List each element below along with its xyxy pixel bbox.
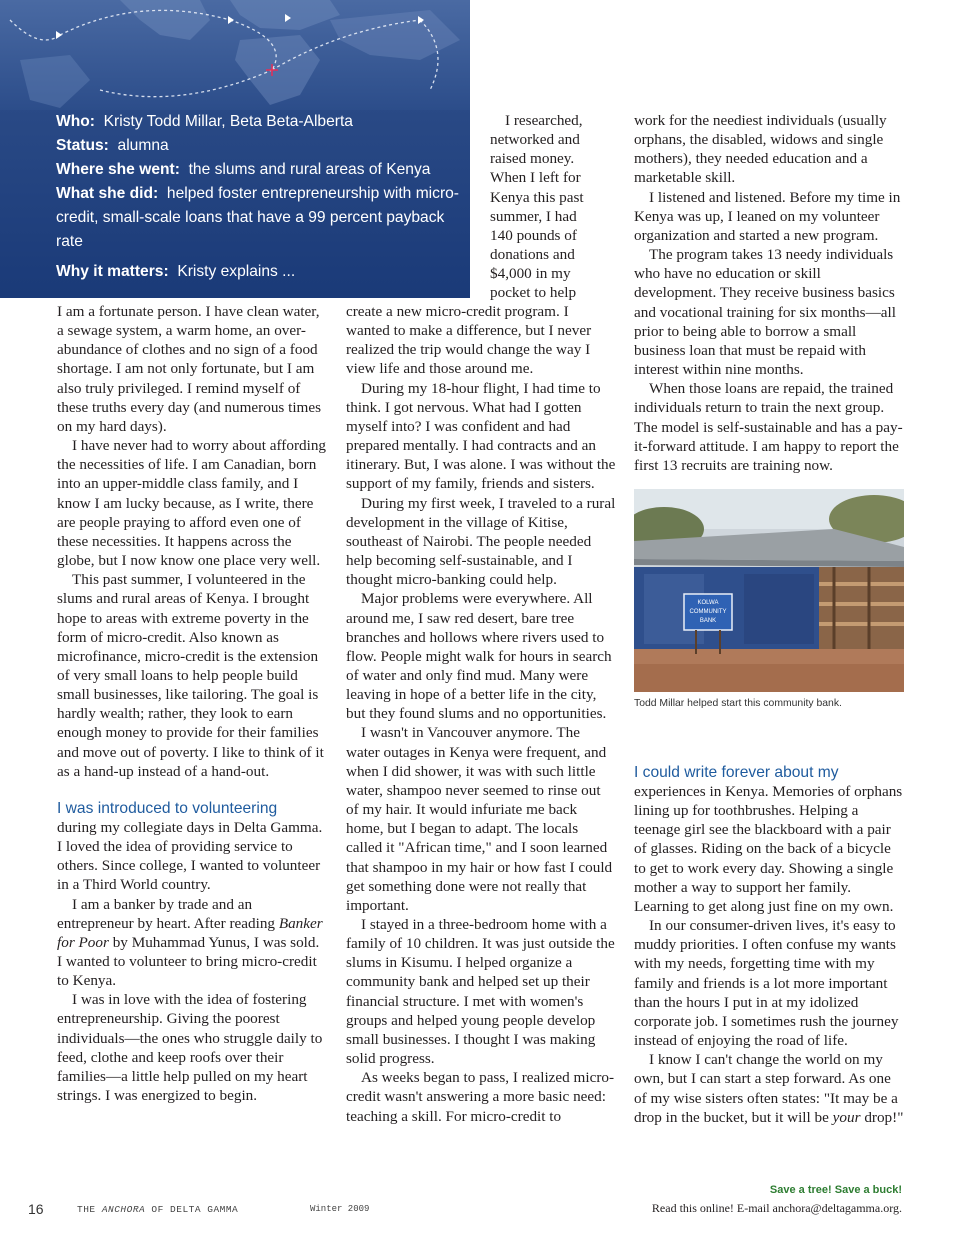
where-label: Where she went:: [56, 161, 180, 178]
why-row: [56, 260, 460, 284]
world-map-graphic: [0, 0, 470, 110]
community-bank-photo: [634, 489, 904, 692]
body-paragraph: During my 18-hour flight, I had time to think. I got nervous. What had I gotten myself into? I was confident and had prepared mentally. I had contracts and an itinerary. But, I was alone. I was without the support of my family, friends and sisters.: [346, 379, 616, 493]
what-row: [56, 182, 460, 254]
body-paragraph: work for the neediest individuals (usually orphans, the disabled, widows and single mothers), they needed education and a marketable skill.: [634, 112, 887, 187]
body-paragraph: During my first week, I traveled to a rural development in the village of Kitise, southeast of Nairobi. The people needed help becoming self-sustainable, and I thought micro-banking could help.: [346, 494, 616, 589]
body-paragraph: during my collegiate days in Delta Gamma. I loved the idea of providing service to others. Since college, I wanted to volunteer in a Third World country.: [57, 818, 323, 894]
photo-sign-line-2: COMMUNITY: [689, 609, 727, 615]
paragraph-text: I know I can't change the world on my own, but I can start a step forward. As one of my wise sisters often states: "It may be a drop in the bucket, but it will be: [634, 1051, 898, 1126]
body-paragraph: As weeks began to pass, I realized micro-credit wasn't answering a more basic need: teaching a skill. For micro-credit to: [346, 1069, 615, 1125]
article-column-1: [57, 302, 327, 1105]
body-paragraph: The program takes 13 needy individuals who have no education or skill development. They receive business basics and vocational training for six months—all prior to being able to borrow a small business loan that must be repaid with interest within nine months.: [634, 246, 896, 379]
body-paragraph: This past summer, I volunteered in the slums and rural areas of Kenya. I brought hope to areas with extreme poverty in the form of micro-credit. Also known as microfinance, micro-credit is the extension of very small loans to help people build small businesses, like tailoring. The goal is hardly wealth; rather, they look to earn enough money to provide for their families and move out of poverty. I like to think of it as a hand-up instead of a hand-out.: [57, 571, 324, 780]
body-paragraph: experiences in Kenya. Memories of orphans lining up for toothbrushes. Helping a teenage girl see the blackboard with a pair of glasses. Riding on the back of a bicycle to get to work every day. Showing a single mother a way to support her family. Learning to get along just fine on my own.: [634, 783, 903, 915]
body-paragraph: I am a fortunate person. I have clean water, a sewage system, a warm home, an over-abundance of clothes and no sign of a food shortage. I am not only fortunate, but I am also truly privileged. I remind myself of these truths every day (and numerous times on my hard days).: [57, 303, 322, 435]
status-value: alumna: [117, 137, 169, 154]
body-paragraph: I listened and listened. Before my time in Kenya was up, I leaned on my volunteer organization and started a new program.: [634, 188, 901, 244]
who-label: Who:: [56, 113, 95, 130]
who-row: [56, 110, 460, 134]
info-banner: [0, 0, 470, 298]
page-number: 16: [28, 1201, 44, 1217]
save-tagline: Save a tree! Save a buck!: [769, 1184, 902, 1196]
article-column-3: [634, 111, 906, 475]
issue-date: Winter 2009: [310, 1204, 370, 1214]
article-column-2: [346, 302, 616, 1126]
what-value: helped foster entrepreneurship with micro-credit, small-scale loans that have a 99 percent payback rate: [56, 185, 459, 250]
who-value: Kristy Todd Millar, Beta Beta-Alberta: [103, 113, 353, 130]
paragraph-text: by Muhammad Yunus, I was sold. I wanted to volunteer to bring micro-credit to Kenya.: [57, 933, 320, 990]
body-paragraph: I researched, networked and raised money. When I left for Kenya this past summer, I had 140 pounds of donations and $4,000 in my pocket to help: [490, 112, 584, 302]
body-paragraph: create a new micro-credit program. I wanted to make a difference, but I never realized the trip would change the way I view life and those around me.: [346, 303, 592, 378]
subheading: I could write forever about my: [634, 764, 839, 781]
article-column-3-lower: [634, 764, 906, 1127]
body-paragraph: I have never had to worry about affording the necessities of life. I am Canadian, born into an upper-middle class family, and I know I am lucky because, as I write, there are people praying to afford even one of these necessities. It happens across the globe, but I now know one place very well.: [57, 437, 327, 570]
paragraph-text: drop!": [860, 1108, 904, 1126]
status-row: [56, 134, 460, 158]
online-note: Read this online! E-mail anchora@deltagamma.org.: [651, 1201, 902, 1215]
photo-sign-line-3: BANK: [699, 618, 717, 624]
why-label: Why it matters:: [56, 263, 169, 280]
body-paragraph: [57, 895, 327, 991]
emphasis-text: your: [832, 1108, 861, 1126]
profile-info-box: [56, 110, 460, 284]
magazine-title: ANCHORA: [101, 1204, 146, 1215]
where-row: [56, 158, 460, 182]
body-paragraph: I stayed in a three-bedroom home with a family of 10 children. It was just outside the slums in Kisumu. I helped organize a community bank and helped set up their financial structure. I met with women's groups and helped young people develop small businesses. I thought I was making solid progress.: [346, 916, 615, 1068]
article-column-2-top: [490, 111, 586, 303]
body-paragraph: I was in love with the idea of fostering entrepreneurship. Giving the poorest individuals—the ones who struggle daily to feed, clothe and keep roofs over their families—a little help pulled on my heart strings. I was energized to begin.: [57, 991, 323, 1105]
paragraph-text: I am a banker by trade and an entrepreneur by heart. After reading: [57, 895, 279, 932]
body-paragraph: [634, 1050, 906, 1127]
status-label: Status:: [56, 137, 109, 154]
book-title: Banker for Poor: [57, 914, 323, 951]
what-label: What she did:: [56, 185, 159, 202]
body-paragraph: Major problems were everywhere. All around me, I saw red desert, bare tree branches and hollows where rivers used to flow. People might walk for hours in search of water and only find mud. Many were leaving in hope of a better life in the city, but they found slums and no opportunities.: [346, 590, 612, 723]
photo-caption: Todd Millar helped start this community bank.: [634, 698, 842, 709]
where-value: the slums and rural areas of Kenya: [188, 161, 431, 178]
photo-sign-line-1: KOLWA: [697, 600, 719, 606]
body-paragraph: I wasn't in Vancouver anymore. The water outages in Kenya were frequent, and when I did shower, it was with such little water, shampoo never seemed to rinse out of my hair. It would infuriate me back home, but I began to adapt. The locals called it "African time," and I soon learned that shampoo in my hair or how fast I could get something done were not really that important.: [346, 724, 613, 914]
subheading: I was introduced to volunteering: [57, 799, 278, 817]
why-value: Kristy explains ...: [177, 263, 296, 280]
body-paragraph: In our consumer-driven lives, it's easy to muddy priorities. I often confuse my wants with my needs, forgetting time with my family and friends is a lot more important than the hours I put in at my idolized corporate job. I sometimes rush the journey instead of enjoying the road of life.: [634, 917, 899, 1050]
magazine-name-post: OF DELTA GAMMA: [145, 1204, 239, 1215]
magazine-name-pre: THE: [77, 1204, 102, 1215]
magazine-name: [77, 1204, 238, 1215]
body-paragraph: When those loans are repaid, the trained individuals return to train the next group. The model is self-sustainable and has a pay-it-forward attitude. I am happy to report the first 13 recruits are training now.: [634, 380, 903, 474]
